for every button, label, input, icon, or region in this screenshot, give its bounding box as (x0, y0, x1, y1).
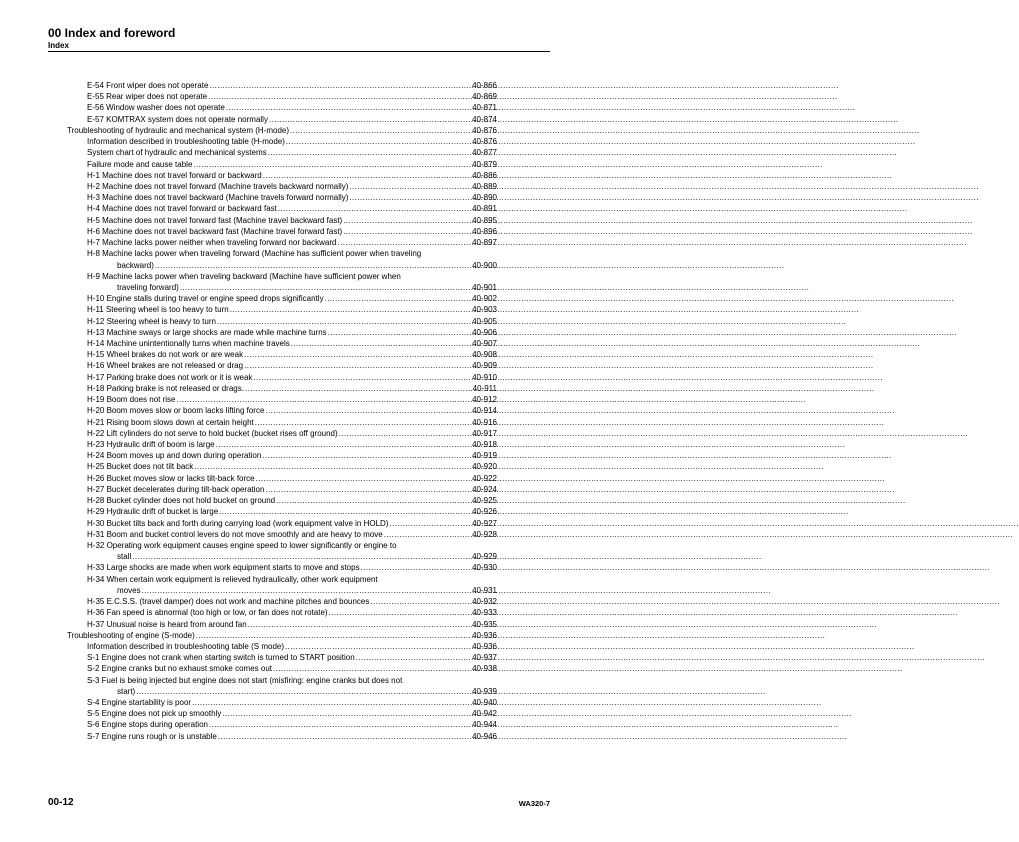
toc-page-number: 40-944 (472, 720, 497, 730)
dot-leader (155, 260, 471, 271)
dot-leader (356, 652, 471, 663)
toc-entry-title: S-2 Engine cranks but no exhaust smoke comes out (87, 664, 272, 674)
toc-entry (67, 619, 497, 630)
toc-entry (67, 192, 497, 203)
toc-entry-title: H-12 Steering wheel is heavy to turn (87, 316, 216, 326)
dot-leader (268, 147, 471, 158)
toc-page-number: 40-886 (472, 170, 497, 180)
toc-entry (67, 316, 497, 327)
toc-page-number: 40-908 (472, 350, 497, 360)
dot-leader (343, 226, 471, 237)
toc-entry-title: H-20 Boom moves slow or boom lacks lifting force (87, 406, 265, 416)
toc-page-number: 40-920 (472, 462, 497, 472)
toc-entry-title-continued: moves (117, 585, 141, 595)
toc-entry (67, 484, 497, 495)
toc-entry (67, 102, 497, 113)
toc-entry-title-continued: start) (117, 686, 136, 696)
toc-entry (67, 383, 497, 394)
dot-leader (285, 641, 471, 652)
dot-leader (291, 338, 471, 349)
toc-entry-title: H-23 Hydraulic drift of boom is large (87, 440, 215, 449)
toc-entry (67, 697, 497, 708)
toc-entry (67, 136, 497, 147)
toc-entry (67, 248, 497, 270)
dot-leader (337, 237, 471, 248)
toc-entry (67, 226, 497, 237)
footer-model: WA320-7 (518, 799, 550, 808)
toc-entry-title: S-4 Engine startability is poor (87, 698, 192, 708)
toc-entry-title: H-8 Machine lacks power when traveling forward (Machine has sufficient power when traveling (87, 249, 422, 259)
dot-leader (290, 125, 471, 136)
dot-leader (177, 394, 472, 405)
toc-page-number: 40-902 (472, 294, 497, 304)
toc-entry-title: H-18 Parking brake is not released or drags. (87, 383, 244, 393)
toc-page-number: 40-927 (472, 518, 497, 528)
dot-leader (192, 697, 471, 708)
toc-page-number: 40-919 (472, 451, 497, 461)
toc-entry-title: Information described in troubleshooting table (S mode) (87, 641, 284, 651)
toc-entry-title-continued: backward) (117, 260, 154, 270)
dot-leader (216, 439, 471, 450)
dot-leader (136, 686, 471, 697)
toc-entry-title: H-34 When certain work equipment is relieved hydraulically, other work equipment (87, 574, 378, 584)
toc-page-number: 40-932 (472, 597, 497, 607)
toc-entry (67, 372, 497, 383)
toc-entry-title: H-21 Rising boom slows down at certain height (87, 417, 254, 427)
toc-page-number: 40-937 (472, 653, 497, 663)
dot-leader (253, 372, 471, 383)
dot-leader (209, 719, 471, 730)
toc-entry-title: S-5 Engine does not pick up smoothly (87, 709, 222, 719)
toc-entry-title: System chart of hydraulic and mechanical systems (87, 148, 267, 158)
toc-page-number: 40-895 (472, 215, 497, 225)
toc-entry-title: E-55 Rear wiper does not operate (87, 92, 208, 102)
toc-entry (67, 529, 497, 540)
toc-page-number: 40-916 (472, 417, 497, 427)
toc-entry (67, 596, 497, 607)
dot-leader (349, 192, 471, 203)
toc-entry-title: H-4 Machine does not travel forward or backward fast (87, 204, 277, 214)
toc-page-number: 40-931 (472, 585, 497, 595)
toc-entry (67, 708, 497, 719)
toc-entry-title: H-16 Wheel brakes are not released or drag (87, 361, 244, 371)
toc-entry-title: H-19 Boom does not rise (87, 395, 176, 405)
toc-entry (67, 125, 497, 136)
toc-entry-title: S-6 Engine stops during operation (87, 720, 208, 730)
dot-leader (219, 506, 471, 517)
dot-leader (244, 349, 471, 360)
dot-leader (245, 383, 472, 394)
toc-entry (67, 417, 497, 428)
dot-leader (208, 91, 471, 102)
page-title: 00 Index and foreword (48, 26, 176, 40)
dot-leader (339, 428, 471, 439)
toc-page-number: 40-889 (472, 181, 497, 191)
dot-leader (389, 518, 471, 529)
dot-leader (194, 461, 471, 472)
toc-page-number: 40-897 (472, 238, 497, 248)
toc-entry-title: Information described in troubleshooting table (H-mode) (87, 137, 285, 147)
toc-entry-title: H-25 Bucket does not tilt back (87, 462, 194, 472)
dot-leader (196, 630, 471, 641)
toc-entry (67, 338, 497, 349)
toc-entry-title: S-1 Engine does not crank when starting switch is turned to START position (87, 653, 355, 663)
toc-page-number: 40-909 (472, 361, 497, 371)
toc-entry (67, 562, 497, 573)
toc-page-number: 40-879 (472, 159, 497, 169)
toc-entry-title: E-57 KOMTRAX system does not operate normally (87, 114, 268, 124)
toc-entry-title: H-11 Steering wheel is too heavy to turn (87, 305, 229, 315)
toc-entry (67, 360, 497, 371)
toc-page-number: 40-866 (472, 81, 497, 90)
toc-page-number: 40-936 (472, 641, 497, 651)
toc-page-number: 40-917 (472, 428, 497, 438)
toc-page-number: 40-905 (472, 316, 497, 326)
toc-page-number: 40-906 (472, 327, 497, 337)
toc-page-number: 40-926 (472, 507, 497, 517)
dot-leader (265, 405, 471, 416)
toc-page-number: 40-890 (472, 193, 497, 203)
toc-entry-title: H-6 Machine does not travel backward fast (Machine travel forward fast) (87, 226, 343, 236)
dot-leader (255, 417, 471, 428)
toc-entry-title: H-24 Boom moves up and down during operation (87, 451, 262, 461)
toc-entry (67, 439, 497, 450)
dot-leader (222, 708, 471, 719)
toc-entry-title: H-27 Bucket decelerates during tilt-back operation (87, 484, 265, 494)
toc-page-number: 40-912 (472, 395, 497, 405)
toc-entry (67, 114, 497, 125)
toc-entry (67, 215, 497, 226)
dot-leader (269, 114, 471, 125)
toc-entry (67, 652, 497, 663)
toc-entry-title: H-29 Hydraulic drift of bucket is large (87, 507, 219, 517)
toc-entry (67, 80, 497, 91)
dot-leader (276, 495, 471, 506)
toc-entry (67, 461, 497, 472)
toc-entry (67, 607, 497, 618)
toc-entry (67, 540, 497, 562)
toc-entry (67, 304, 497, 315)
toc-entry-title: H-3 Machine does not travel backward (Machine travels forward normally) (87, 193, 349, 203)
toc-entry-title: H-28 Bucket cylinder does not hold bucket on ground (87, 496, 276, 506)
toc-entry-title: Troubleshooting of hydraulic and mechanical system (H-mode) (67, 125, 290, 135)
toc-entry-title: E-54 Front wiper does not operate (87, 81, 209, 90)
toc-page-number: 40-924 (472, 484, 497, 494)
toc-entry-title: H-22 Lift cylinders do not serve to hold bucket (bucket rises off ground) (87, 428, 338, 438)
dot-leader (217, 316, 471, 327)
toc-entry (67, 641, 497, 652)
dot-leader (273, 663, 471, 674)
toc-page-number: 40-896 (472, 226, 497, 236)
toc-page-number: 40-877 (472, 148, 497, 158)
dot-leader (244, 360, 471, 371)
header-rule (48, 51, 550, 52)
toc-entry (67, 450, 497, 461)
toc-entry-title: H-26 Bucket moves slow or lacks tilt-back force (87, 473, 255, 483)
toc-page-number: 40-938 (472, 664, 497, 674)
dot-leader (180, 282, 471, 293)
toc-entry-title: S-7 Engine runs rough or is unstable (87, 731, 217, 741)
toc-entry (67, 675, 497, 697)
toc-entry (67, 405, 497, 416)
toc-entry (67, 147, 497, 158)
dot-leader (262, 450, 471, 461)
toc-page-number: 40-930 (472, 563, 497, 573)
dot-leader (218, 731, 471, 742)
toc-page-number: 40-928 (472, 529, 497, 539)
toc-page-number: 40-876 (472, 125, 497, 135)
dot-leader (209, 80, 471, 91)
toc-entry (67, 271, 497, 293)
toc-entry (67, 394, 497, 405)
toc-page-number: 40-869 (472, 92, 497, 102)
toc-entry (67, 293, 497, 304)
toc-page-number: 40-918 (472, 440, 497, 449)
dot-leader (226, 102, 471, 113)
dot-leader (384, 529, 471, 540)
page-header (48, 27, 550, 50)
toc-page-number: 40-933 (472, 608, 497, 618)
toc-page-number: 40-874 (472, 114, 497, 124)
toc-entry (67, 181, 497, 192)
toc-entry (67, 473, 497, 484)
toc-entry-title: Troubleshooting of engine (S-mode) (67, 630, 195, 640)
toc-entry-title: H-13 Machine sways or large shocks are made while machine turns (87, 327, 327, 337)
dot-leader (263, 170, 471, 181)
toc-page-number: 40-900 (472, 260, 497, 270)
toc-entry-title: H-33 Large shocks are made when work equipment starts to move and stops (87, 563, 360, 573)
toc-entry (67, 349, 497, 360)
dot-leader (256, 473, 471, 484)
toc-entry (67, 574, 497, 596)
toc-page-number: 40-936 (472, 630, 497, 640)
toc-page-number: 40-946 (472, 731, 497, 741)
toc-entry-title: H-9 Machine lacks power when traveling backward (Machine have sufficient power when (87, 271, 401, 281)
toc-page-number: 40-942 (472, 709, 497, 719)
toc-entry (67, 170, 497, 181)
dot-leader (278, 203, 471, 214)
toc-entry-title: H-5 Machine does not travel forward fast (Machine travel backward fast) (87, 215, 343, 225)
dot-leader (325, 293, 472, 304)
toc-entry-title: S-3 Fuel is being injected but engine does not start (misfiring: engine cranks but does not (87, 675, 403, 685)
page-subtitle: Index (48, 41, 69, 50)
toc-entry-title: H-14 Machine unintentionally turns when machine travels (87, 339, 290, 349)
toc-page-number: 40-876 (472, 137, 497, 147)
toc-entry (67, 731, 497, 742)
toc-entry-title: H-35 E.C.S.S. (travel damper) does not work and machine pitches and bounces (87, 597, 370, 607)
toc-page-number: 40-922 (472, 473, 497, 483)
toc-entry (67, 663, 497, 674)
toc-page-number: 40-929 (472, 552, 497, 562)
dot-leader (286, 136, 471, 147)
toc-page-number: 40-910 (472, 372, 497, 382)
dot-leader (370, 596, 471, 607)
toc-entry-title: H-2 Machine does not travel forward (Machine travels backward normally) (87, 181, 349, 191)
toc-entry (67, 237, 497, 248)
toc-page-number: 40-907 (472, 339, 497, 349)
toc-entry-title: H-1 Machine does not travel forward or backward (87, 170, 262, 180)
toc-entry (67, 719, 497, 730)
dot-leader (193, 159, 471, 170)
toc-page-number: 40-940 (472, 698, 497, 708)
dot-leader (265, 484, 471, 495)
toc-entry-title: H-7 Machine lacks power neither when traveling forward nor backward (87, 238, 337, 248)
toc-page-number: 40-939 (472, 686, 497, 696)
footer-page-number: 00-12 (48, 797, 74, 808)
toc-page-number: 40-925 (472, 496, 497, 506)
toc-entry-title: H-15 Wheel brakes do not work or are weak (87, 350, 244, 360)
toc-page-number: 40-911 (472, 383, 497, 393)
toc-page-number: 40-903 (472, 305, 497, 315)
dot-leader (132, 551, 471, 562)
dot-leader (329, 607, 472, 618)
toc-page-number: 40-901 (472, 282, 497, 292)
toc-entry (67, 506, 497, 517)
dot-leader (142, 585, 472, 596)
toc-entry-title: H-36 Fan speed is abnormal (too high or low, or fan does not rotate) (87, 608, 328, 618)
dot-leader (328, 327, 471, 338)
toc-entry (67, 630, 497, 641)
table-of-contents (67, 80, 497, 742)
toc-entry-title: H-31 Boom and bucket control levers do not move smoothly and are heavy to move (87, 529, 383, 539)
toc-entry-title: H-32 Operating work equipment causes engine speed to lower significantly or engine to (87, 540, 397, 550)
dot-leader (230, 304, 471, 315)
toc-entry-title: H-17 Parking brake does not work or it is weak (87, 372, 253, 382)
toc-entry (67, 495, 497, 506)
dot-leader (361, 562, 471, 573)
toc-entry (67, 159, 497, 170)
toc-page-number: 40-891 (472, 204, 497, 214)
toc-entry (67, 428, 497, 439)
toc-entry-title-continued: stall (117, 552, 132, 562)
toc-entry (67, 91, 497, 102)
toc-page-number: 40-935 (472, 619, 497, 629)
toc-entry-title: E-56 Window washer does not operate (87, 103, 225, 113)
toc-page-number: 40-914 (472, 406, 497, 416)
dot-leader (349, 181, 471, 192)
dot-leader (248, 619, 471, 630)
toc-entry (67, 203, 497, 214)
toc-entry-title: H-10 Engine stalls during travel or engine speed drops significantly (87, 294, 324, 304)
toc-entry-title: Failure mode and cause table (87, 159, 193, 169)
toc-entry-title: H-30 Bucket tilts back and forth during carrying load (work equipment valve in HOLD) (87, 518, 389, 528)
toc-entry-title: H-37 Unusual noise is heard from around fan (87, 619, 247, 629)
toc-entry (67, 327, 497, 338)
toc-entry-title-continued: traveling forward) (117, 282, 179, 292)
dot-leader (343, 215, 471, 226)
toc-entry (67, 518, 497, 529)
toc-page-number: 40-871 (472, 103, 497, 113)
